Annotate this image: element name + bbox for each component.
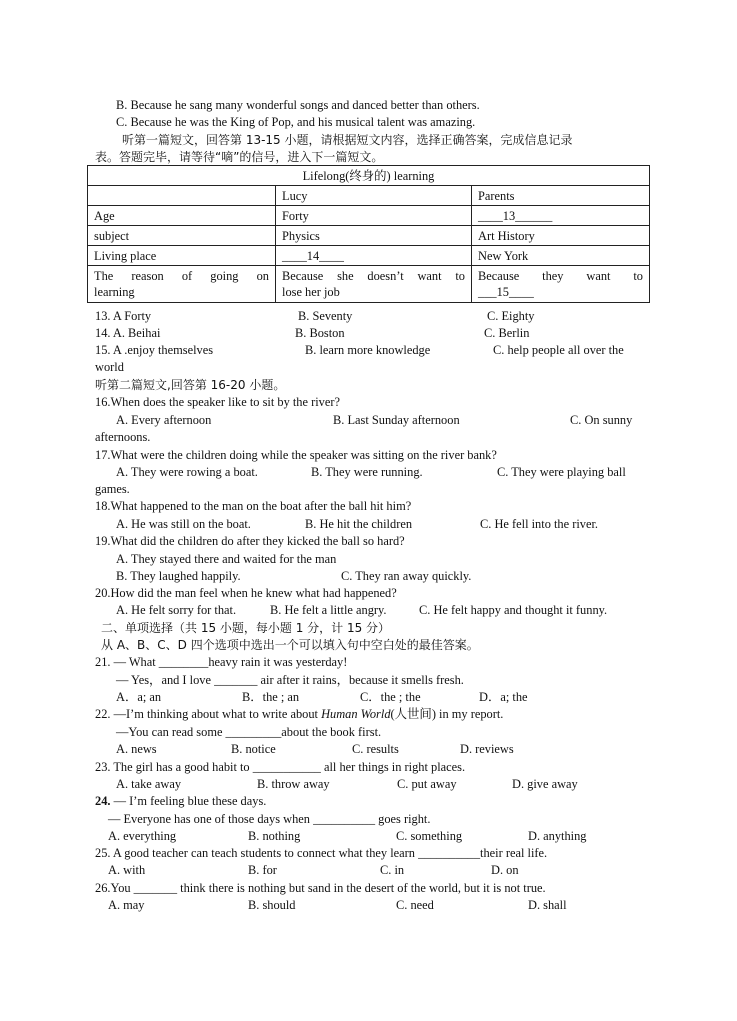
table-row [88, 246, 650, 266]
q16-option-a: A. Every afternoon [116, 413, 212, 427]
q16-option-c: C. On sunny [570, 413, 633, 427]
q21-line2: — Yes，and I love _______ air after it rains，because it smells fresh. [116, 673, 464, 687]
part2-heading: 二、单项选择（共 15 小题，每小题 1 分，计 15 分） [101, 621, 391, 635]
q19-option-a: A. They stayed there and waited for the man [116, 552, 337, 566]
q22-line1-pre: 22. —I’m thinking about what to write about [95, 707, 322, 721]
table-cell: Art History [472, 226, 650, 246]
q19-option-b: B. They laughed happily. [116, 569, 241, 583]
q14-option-b: B. Boston [295, 326, 345, 340]
table-header-parents: Parents [472, 186, 650, 206]
q17-option-a: A. They were rowing a boat. [116, 465, 258, 479]
table-cell-blank-14: ____14____ [276, 246, 472, 266]
q25-line1: 25. A good teacher can teach students to connect what they learn __________their real life. [95, 846, 548, 860]
reason-parents-blank-15: ___15____ [478, 285, 534, 299]
q26-option-c: C. need [396, 898, 434, 912]
table-header-cell [88, 186, 276, 206]
q22-option-c: C. results [352, 742, 399, 756]
q26-line1: 26.You _______ think there is nothing but sand in the desert of the world, but it is not true. [95, 881, 546, 895]
q18-option-a: A. He was still on the boat. [116, 517, 251, 531]
q18-stem: 18.What happened to the man on the boat after the ball hit him? [95, 499, 412, 513]
q24-number: 24. [95, 794, 111, 808]
table-cell-blank-13: ____13______ [472, 206, 650, 226]
q20-option-b: B. He felt a little angry. [270, 603, 387, 617]
q24-option-a: A. everything [108, 829, 177, 843]
q24-line1 [95, 793, 266, 809]
table-cell-reason-label [88, 266, 276, 303]
q24-option-b: B. nothing [248, 829, 301, 843]
q21-option-b: B．the ; an [242, 690, 300, 704]
reason-label-line2: learning [94, 285, 135, 299]
q26-option-a: A. may [108, 898, 145, 912]
q22-line1 [95, 706, 503, 722]
table-cell: Forty [276, 206, 472, 226]
q25-option-a: A. with [108, 863, 146, 877]
q25-option-d: D. on [491, 863, 519, 877]
q25-option-c: C. in [380, 863, 405, 877]
q25-option-b: B. for [248, 863, 277, 877]
reason-parents-line1: Because they want to [478, 269, 643, 283]
q24-line1-text: — I’m feeling blue these days. [110, 794, 267, 808]
q20-option-a: A. He felt sorry for that. [116, 603, 237, 617]
q22-option-d: D. reviews [460, 742, 514, 756]
q23-option-a: A. take away [116, 777, 182, 791]
q22-book-title: Human World [321, 707, 391, 721]
q26-option-b: B. should [248, 898, 296, 912]
table-cell-reason-lucy [276, 266, 472, 303]
table-row [88, 226, 650, 246]
table-header-row [88, 186, 650, 206]
q24-line2: — Everyone has one of those days when __________ goes right. [108, 812, 431, 826]
q21-option-a: A．a; an [116, 690, 162, 704]
q18-option-b: B. He hit the children [305, 517, 413, 531]
q23-option-c: C. put away [397, 777, 457, 791]
q17-stem: 17.What were the children doing while the speaker was sitting on the river bank? [95, 448, 497, 462]
table-title: Lifelong(终身的) learning [88, 166, 650, 186]
table-cell: New York [472, 246, 650, 266]
q21-option-c: C．the ; the [360, 690, 421, 704]
q21-option-d: D．a; the [479, 690, 528, 704]
q16-stem: 16.When does the speaker like to sit by the river? [95, 395, 340, 409]
q13-option-c: C. Eighty [487, 309, 535, 323]
reason-lucy-line1: Because she doesn’t want to [282, 269, 465, 283]
reason-lucy-line2: lose her job [282, 285, 340, 299]
table-cell: Physics [276, 226, 472, 246]
q24-option-d: D. anything [528, 829, 587, 843]
q17-option-b: B. They were running. [311, 465, 423, 479]
q26-option-d: D. shall [528, 898, 567, 912]
table-row [88, 206, 650, 226]
q17-option-c: C. They were playing ball [497, 465, 626, 479]
q12-option-b: B. Because he sang many wonderful songs and danced better than others. [116, 98, 480, 112]
q15-option-c: C. help people all over the [493, 343, 624, 357]
section-13-15-instruction-line1: 听第一篇短文，回答第 13-15 小题，请根据短文内容，选择正确答案，完成信息记录 [122, 133, 573, 147]
q22-line1-post: (人世间) in my report. [390, 707, 504, 721]
table-header-lucy: Lucy [276, 186, 472, 206]
table-row-reason [88, 266, 650, 303]
q22-option-a: A. news [116, 742, 157, 756]
reason-label-line1: The reason of going on [94, 269, 269, 283]
q14-option-a: 14. A. Beihai [95, 326, 161, 340]
part2-instruction: 从 A、B、C、D 四个选项中选出一个可以填入句中空白处的最佳答案。 [101, 638, 479, 652]
q16-option-b: B. Last Sunday afternoon [333, 413, 460, 427]
q18-option-c: C. He fell into the river. [480, 517, 599, 531]
q21-line1: 21. — What ________heavy rain it was yesterday! [95, 655, 348, 669]
q23-line1: 23. The girl has a good habit to ___________ all her things in right places. [95, 760, 466, 774]
q23-option-d: D. give away [512, 777, 578, 791]
lifelong-learning-table [87, 165, 650, 303]
table-cell: Age [88, 206, 276, 226]
table-cell: Living place [88, 246, 276, 266]
q13-option-a: 13. A Forty [95, 309, 152, 323]
q15-option-a: 15. A .enjoy themselves [95, 343, 214, 357]
q15-option-b: B. learn more knowledge [305, 343, 431, 357]
q16-option-c-cont: afternoons. [95, 430, 151, 444]
section-13-15-instruction-line2: 表。答题完毕，请等待“嘀”的信号，进入下一篇短文。 [95, 150, 384, 164]
q14-option-c: C. Berlin [484, 326, 530, 340]
q24-option-c: C. something [396, 829, 463, 843]
q20-stem: 20.How did the man feel when he knew what had happened? [95, 586, 397, 600]
q13-option-b: B. Seventy [298, 309, 353, 323]
q19-stem: 19.What did the children do after they kicked the ball so hard? [95, 534, 405, 548]
table-cell: subject [88, 226, 276, 246]
q15-option-c-cont: world [95, 360, 124, 374]
table-cell-reason-parents [472, 266, 650, 303]
q22-option-b: B. notice [231, 742, 276, 756]
q17-option-c-cont: games. [95, 482, 130, 496]
q20-option-c: C. He felt happy and thought it funny. [419, 603, 608, 617]
section-16-20-instruction: 听第二篇短文,回答第 16-20 小题。 [95, 378, 286, 392]
q22-line2: —You can read some _________about the book first. [116, 725, 382, 739]
q23-option-b: B. throw away [257, 777, 330, 791]
q19-option-c: C. They ran away quickly. [341, 569, 472, 583]
q12-option-c: C. Because he was the King of Pop, and his musical talent was amazing. [116, 115, 476, 129]
